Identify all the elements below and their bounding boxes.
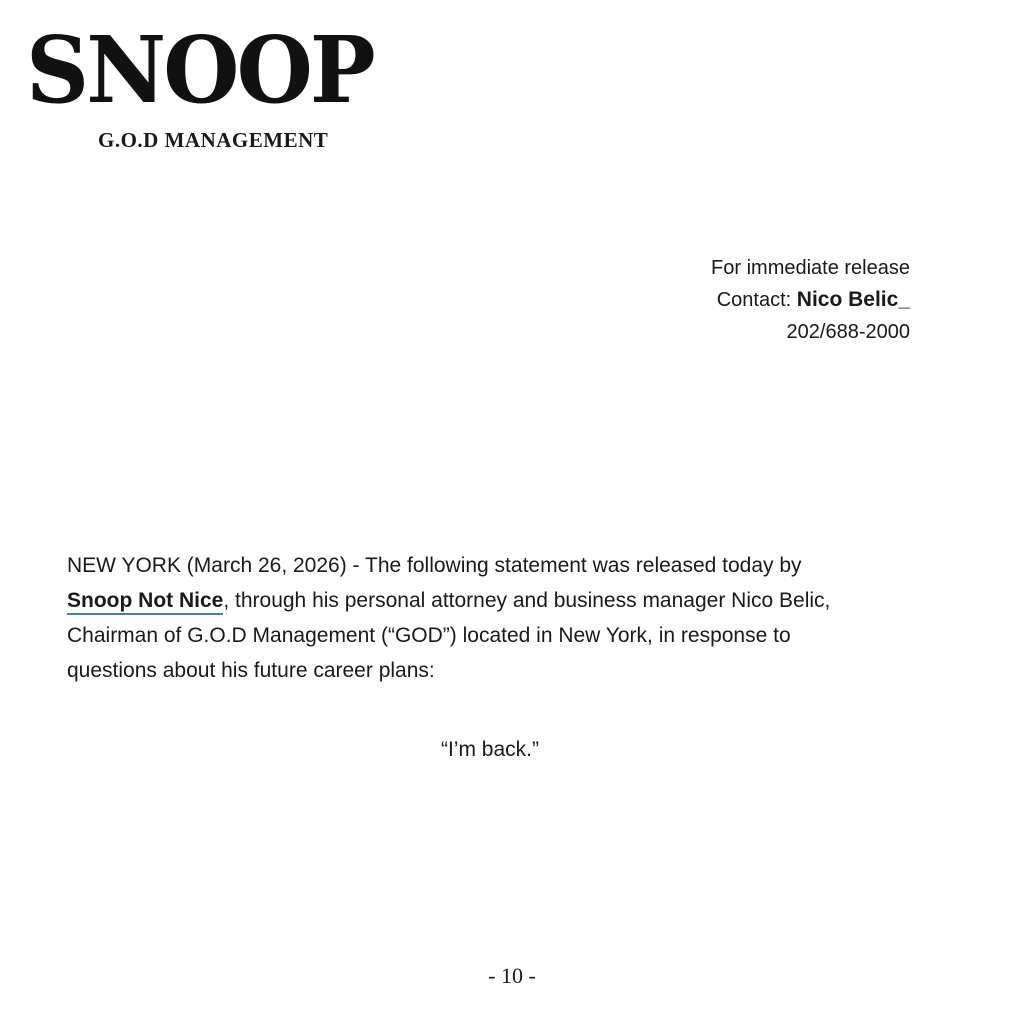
artist-name: Snoop Not Nice <box>67 589 223 615</box>
paragraph-line-3: Chairman of G.O.D Management (“GOD”) located in New York, in response to <box>67 624 791 647</box>
release-notice: For immediate release <box>711 257 910 279</box>
letterhead-logo <box>26 16 446 152</box>
paragraph-line-2-rest: , through his personal attorney and business manager Nico Belic, <box>223 589 831 612</box>
paragraph-line-1: NEW YORK (March 26, 2026) - The following statement was released today by <box>67 554 802 577</box>
contact-label: Contact: <box>716 289 792 311</box>
logo-subtitle: G.O.D MANAGEMENT <box>98 128 329 152</box>
statement-paragraph <box>67 548 967 688</box>
release-info <box>590 252 910 348</box>
paragraph-line-4: questions about his future career plans: <box>67 659 435 682</box>
contact-name: Nico Belic_ <box>796 288 910 311</box>
contact-phone: 202/688-2000 <box>786 321 910 343</box>
contact-line <box>590 284 910 316</box>
logo-title: SNOOP <box>26 16 373 124</box>
page-number: - 10 - <box>488 963 536 988</box>
statement-quote <box>0 738 1024 762</box>
quote-text: “I’m back.” <box>440 738 539 761</box>
paragraph-line-2 <box>67 583 967 618</box>
